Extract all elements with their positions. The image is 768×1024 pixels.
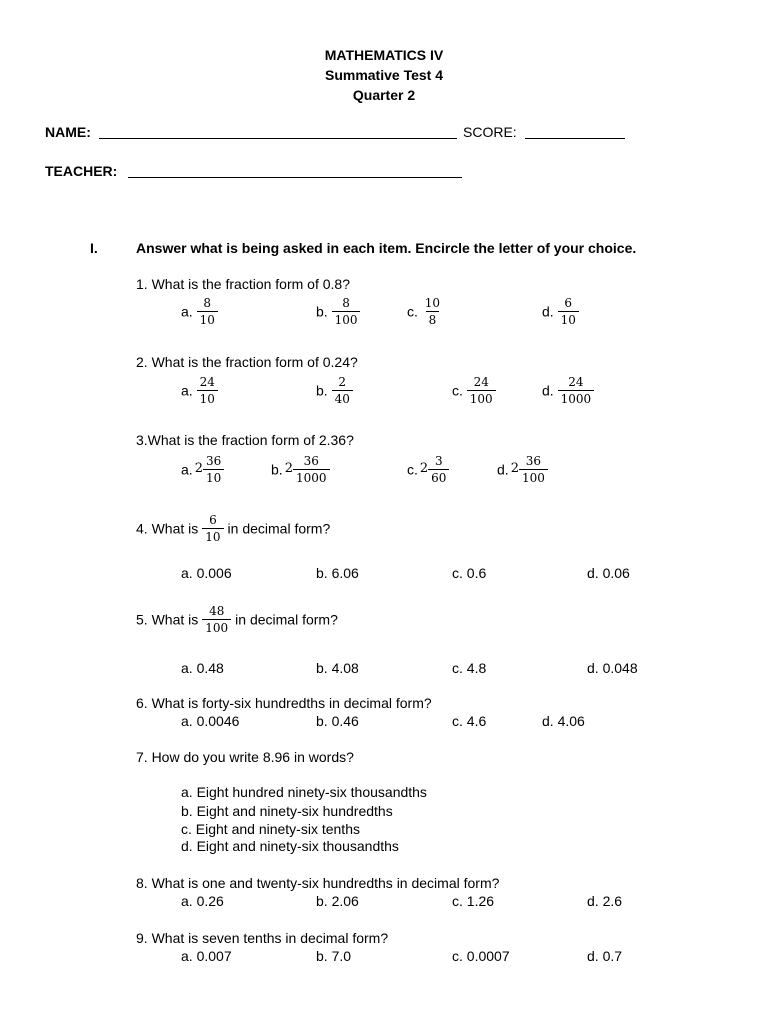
question-9: 9. What is seven tenths in decimal form? [136, 930, 389, 946]
question-8: 8. What is one and twenty-six hundredths in decimal form? [136, 875, 500, 891]
q9-option-b[interactable]: b. 7.0 [316, 948, 352, 964]
q5-option-d[interactable]: d. 0.048 [587, 660, 638, 676]
q1-option-a[interactable]: a. $\frac{8}{10}$ [181, 292, 218, 329]
fraction: $\frac{8}{100}$ [332, 295, 361, 328]
q4-option-a[interactable]: a. 0.006 [181, 565, 232, 581]
q4-option-d[interactable]: d. 0.06 [587, 565, 630, 581]
q1-option-c[interactable]: c. $\frac{10}{8}$ [407, 292, 443, 329]
question-7: 7. How do you write 8.96 in words? [136, 749, 354, 765]
question-4: 4. What is $\frac{6}{10}$ in decimal form? [136, 512, 331, 544]
q9-option-a[interactable]: a. 0.007 [181, 948, 232, 964]
q9-option-d[interactable]: d. 0.7 [587, 948, 623, 964]
q7-option-c[interactable]: c. Eight and ninety-six tenths [181, 821, 360, 837]
q2-option-a[interactable]: a. $\frac{24}{10}$ [181, 371, 218, 408]
q5-option-b[interactable]: b. 4.08 [316, 660, 359, 676]
q2-option-b[interactable]: b. $\frac{2}{40}$ [316, 371, 353, 408]
q5-option-c[interactable]: c. 4.8 [452, 660, 487, 676]
fraction: $\frac{36}{100}$ [519, 453, 548, 486]
q1-option-b[interactable]: b. $\frac{8}{100}$ [316, 292, 360, 329]
q3-option-d[interactable]: d. 2 $\frac{36}{100}$ [497, 450, 548, 487]
score-field[interactable] [525, 124, 625, 142]
q4-option-c[interactable]: c. 0.6 [452, 565, 487, 581]
name-field[interactable] [99, 124, 457, 142]
fraction: $\frac{2}{40}$ [332, 374, 353, 407]
teacher-field[interactable] [128, 163, 462, 181]
q9-option-c[interactable]: c. 0.0007 [452, 948, 510, 964]
fraction: $\frac{8}{10}$ [197, 295, 218, 328]
q3-option-b[interactable]: b. 2 $\frac{36}{1000}$ [271, 450, 330, 487]
fraction: $\frac{36}{10}$ [203, 453, 224, 486]
question-2: 2. What is the fraction form of 0.24? [136, 354, 358, 370]
q6-option-d[interactable]: d. 4.06 [542, 713, 585, 729]
question-5: 5. What is $\frac{48}{100}$ in decimal form? [136, 603, 338, 635]
fraction: $\frac{24}{100}$ [467, 374, 496, 407]
score-label: SCORE: [463, 124, 517, 140]
q1-option-d[interactable]: d. $\frac{6}{10}$ [542, 292, 579, 329]
test-title: MATHEMATICS IV [324, 47, 444, 63]
quarter-label: Quarter 2 [352, 87, 416, 103]
fraction: $\frac{10}{8}$ [424, 295, 441, 327]
test-subtitle: Summative Test 4 [324, 67, 443, 83]
q2-option-c[interactable]: c. $\frac{24}{100}$ [452, 371, 496, 408]
fraction: $\frac{6}{10}$ [558, 295, 579, 328]
q5-option-a[interactable]: a. 0.48 [181, 660, 224, 676]
fraction: $\frac{24}{10}$ [197, 374, 218, 407]
question-3: 3.What is the fraction form of 2.36? [136, 432, 354, 448]
section-instruction: Answer what is being asked in each item. Encircle the letter of your choice. [136, 240, 637, 256]
q7-option-b[interactable]: b. Eight and ninety-six hundredths [181, 803, 393, 819]
q3-option-c[interactable]: c. 2 $\frac{3}{60}$ [407, 450, 449, 487]
fraction: $\frac{24}{1000}$ [558, 374, 595, 407]
q6-option-b[interactable]: b. 0.46 [316, 713, 359, 729]
q7-option-d[interactable]: d. Eight and ninety-six thousandths [181, 838, 399, 854]
fraction: $\frac{6}{10}$ [202, 512, 223, 545]
q8-option-a[interactable]: a. 0.26 [181, 893, 224, 909]
q8-option-b[interactable]: b. 2.06 [316, 893, 359, 909]
teacher-label: TEACHER: [45, 163, 118, 179]
question-1: 1. What is the fraction form of 0.8? [136, 276, 350, 292]
q4-option-b[interactable]: b. 6.06 [316, 565, 359, 581]
q8-option-c[interactable]: c. 1.26 [452, 893, 495, 909]
section-number: I. [90, 240, 98, 256]
name-label: NAME: [45, 124, 91, 140]
q3-option-a[interactable]: a. 2 $\frac{36}{10}$ [181, 450, 224, 487]
question-6: 6. What is forty-six hundredths in decimal form? [136, 695, 432, 711]
fraction: $\frac{36}{1000}$ [293, 453, 330, 486]
fraction: $\frac{3}{60}$ [428, 453, 449, 486]
fraction: $\frac{48}{100}$ [202, 603, 231, 636]
q2-option-d[interactable]: d. $\frac{24}{1000}$ [542, 371, 594, 408]
q8-option-d[interactable]: d. 2.6 [587, 893, 623, 909]
q6-option-a[interactable]: a. 0.0046 [181, 713, 240, 729]
q6-option-c[interactable]: c. 4.6 [452, 713, 487, 729]
q7-option-a[interactable]: a. Eight hundred ninety-six thousandths [181, 784, 427, 800]
